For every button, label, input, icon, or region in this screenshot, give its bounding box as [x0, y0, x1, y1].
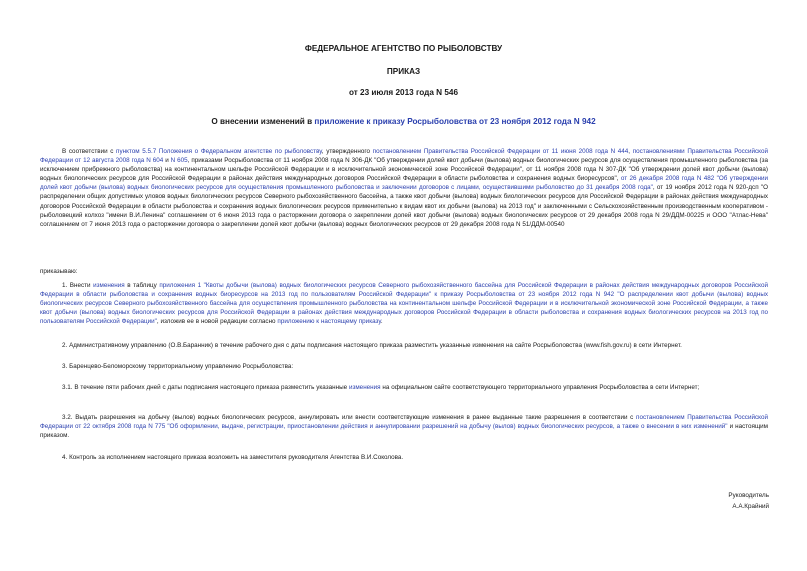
- item-text: .: [380, 318, 383, 326]
- agency-title: ФЕДЕРАЛЬНОЕ АГЕНТСТВО ПО РЫБОЛОВСТВУ: [304, 44, 503, 53]
- item-3-paragraph: 3. Баренцево-Беломорскому территориальному управлению Росрыболовства:: [62, 363, 294, 370]
- document-date-number: от 23 июля 2013 года N 546: [348, 88, 459, 97]
- link-government-decree-604[interactable]: постановлениями Правительства Российской Федерации от 12 августа 2008 года N 604: [40, 148, 768, 165]
- link-changes-3-1[interactable]: изменения: [348, 384, 381, 391]
- preamble-text: ,: [628, 148, 633, 155]
- link-appendix-1[interactable]: приложения 1 "Квоты добычи (вылова) водных биологических ресурсов Северного рыбохозяйственного бассейна для Российской Федерации в районах действия международных договоров Российской Федерации в области рыболовства и сохранения водных биоресурсов на 2013 год по пользователям Российской Федерации" к приказу Росрыболовства от 23 ноября 2012 года N 942 "О распределении квот добычи (вылова) водных биологических ресурсов Северного рыбохозяйственного бассейна для осуществления промышленного рыболовства на континентальном шельфе Российской Федерации и в исключительной экономической зоне Российской Федерации, а также квот добычи (вылова) водных биологических ресурсов для Российской Федерации в районах действия международных договоров Российской Федерации в области рыболовства и сохранения водных биологических ресурсов на 2013 год по пользователям Российской Федерации": [40, 282, 769, 326]
- subject-prefix: О внесении изменений в: [211, 117, 315, 126]
- item-text: и настоящим приказом.: [40, 423, 768, 440]
- document-type: ПРИКАЗ: [386, 67, 421, 76]
- item-3-1-paragraph: [40, 383, 768, 392]
- preamble-text: и: [163, 157, 171, 165]
- link-government-decree-775[interactable]: постановлением Правительства Российской Федерации от 22 октября 2008 года N 775 "Об оформлении, выдаче, регистрации, приостановлении действия и аннулировании разрешений на добычу (вылов) водных биологических ресурсов, а также о внесении в них изменений": [40, 414, 768, 431]
- link-appendix-to-order[interactable]: приложению к настоящему приказу: [277, 318, 381, 326]
- preamble-text: , от 19 ноября 2012 года N 920-дсп "О распределении общих допустимых уловов водных биологических ресурсов Северного рыбохозяйственного бассейна, а также квот добычи (вылова) водных биологических ресурсов для Российской Федерации в районах действия международных договоров Российской Федерации в области рыболовства и сохранения водных биологических ресурсов применительно к видам квот их добычи (вылова) на 2013 год" и заключенными с Сельскохозяйственным производственным кооперативом - рыболовецкий колхоз "имени В.И.Ленина" соглашением от 6 июня 2013 года о расторжении договора о закреплении долей квот добычи (вылова) водных биологических ресурсов от 29 декабря 2008 года N 29/ДДМ-00225 и ООО "Атлас-Нева" соглашением от 7 июня 2013 года о расторжении договора о закреплении долей квот добычи (вылова) водных биологических ресурсов от 29 декабря 2008 года N 51/ДДМ-00540: [40, 184, 769, 228]
- document-subject: [0, 117, 807, 126]
- item-text: , изложив ее в новой редакции согласно: [156, 318, 278, 326]
- orders-label: приказываю:: [40, 268, 78, 275]
- item-3-2-paragraph: [40, 413, 768, 440]
- signature-title: Руководитель: [728, 492, 769, 499]
- link-order-482[interactable]: от 26 декабря 2008 года N 482 "Об утверждении долей квот добычи (вылова) водных биологических ресурсов для осуществления промышленного рыболовства и заключении договоров с лицами, осуществившими рыболовство до 31 декабря 2008 года": [40, 175, 768, 192]
- link-regulation-point[interactable]: пунктом 5.5.7 Положения о Федеральном агентстве по рыболовству: [116, 148, 322, 155]
- item-2-paragraph: 2. Административному управлению (О.В.Баранник) в течение рабочего дня с даты подписания настоящего приказа разместить указанные изменения на сайте Росрыболовства (www.fish.gov.ru) в сети Интернет.: [62, 342, 682, 349]
- item-text: 1. Внести: [62, 282, 94, 289]
- preamble-text: , утвержденного: [321, 148, 373, 155]
- signature-name: А.А.Крайний: [732, 503, 769, 510]
- link-decree-605[interactable]: N 605: [170, 157, 188, 165]
- item-text: в таблицу: [124, 282, 160, 289]
- item-text: 3.2. Выдать разрешения на добычу (вылов) водных биологических ресурсов, аннулировать или внести соответствующие изменения в ранее выданные такие разрешения в соответствии с: [62, 414, 637, 421]
- preamble-text: В соответствии с: [62, 148, 117, 155]
- item-text: на официальном сайте соответствующего территориального управления Росрыболовства в сети Интернет;: [380, 384, 700, 391]
- link-government-decree-444[interactable]: постановлением Правительства Российской Федерации от 11 июня 2008 года N 444: [372, 148, 629, 155]
- link-changes[interactable]: изменения: [93, 282, 125, 289]
- subject-link[interactable]: приложение к приказу Росрыболовства от 23 ноября 2012 года N 942: [314, 117, 596, 126]
- item-text: 3.1. В течение пяти рабочих дней с даты подписания настоящего приказа разместить указанные: [62, 384, 349, 391]
- preamble-text: , приказами Росрыболовства от 11 ноября 2008 года N 306-ДК "Об утверждении долей квот добычи (вылова) водных биологических ресурсов для осуществления промышленного рыболовства (за исключением прибрежного рыболовства) на континентальном шельфе Российской Федерации и в исключительной экономической зоне Российской Федерации", от 11 ноября 2008 года N 307-ДК "Об утверждении долей квот добычи (вылова) водных биологических ресурсов для Российской Федерации в районах действия международных договоров Российской Федерации в области рыболовства и сохранения водных биоресурсов",: [40, 157, 769, 183]
- item-1-paragraph: [40, 281, 768, 326]
- item-4-paragraph: 4. Контроль за исполнением настоящего приказа возложить на заместителя руководителя Агентства В.И.Соколова.: [62, 454, 404, 461]
- preamble-paragraph: [40, 147, 768, 229]
